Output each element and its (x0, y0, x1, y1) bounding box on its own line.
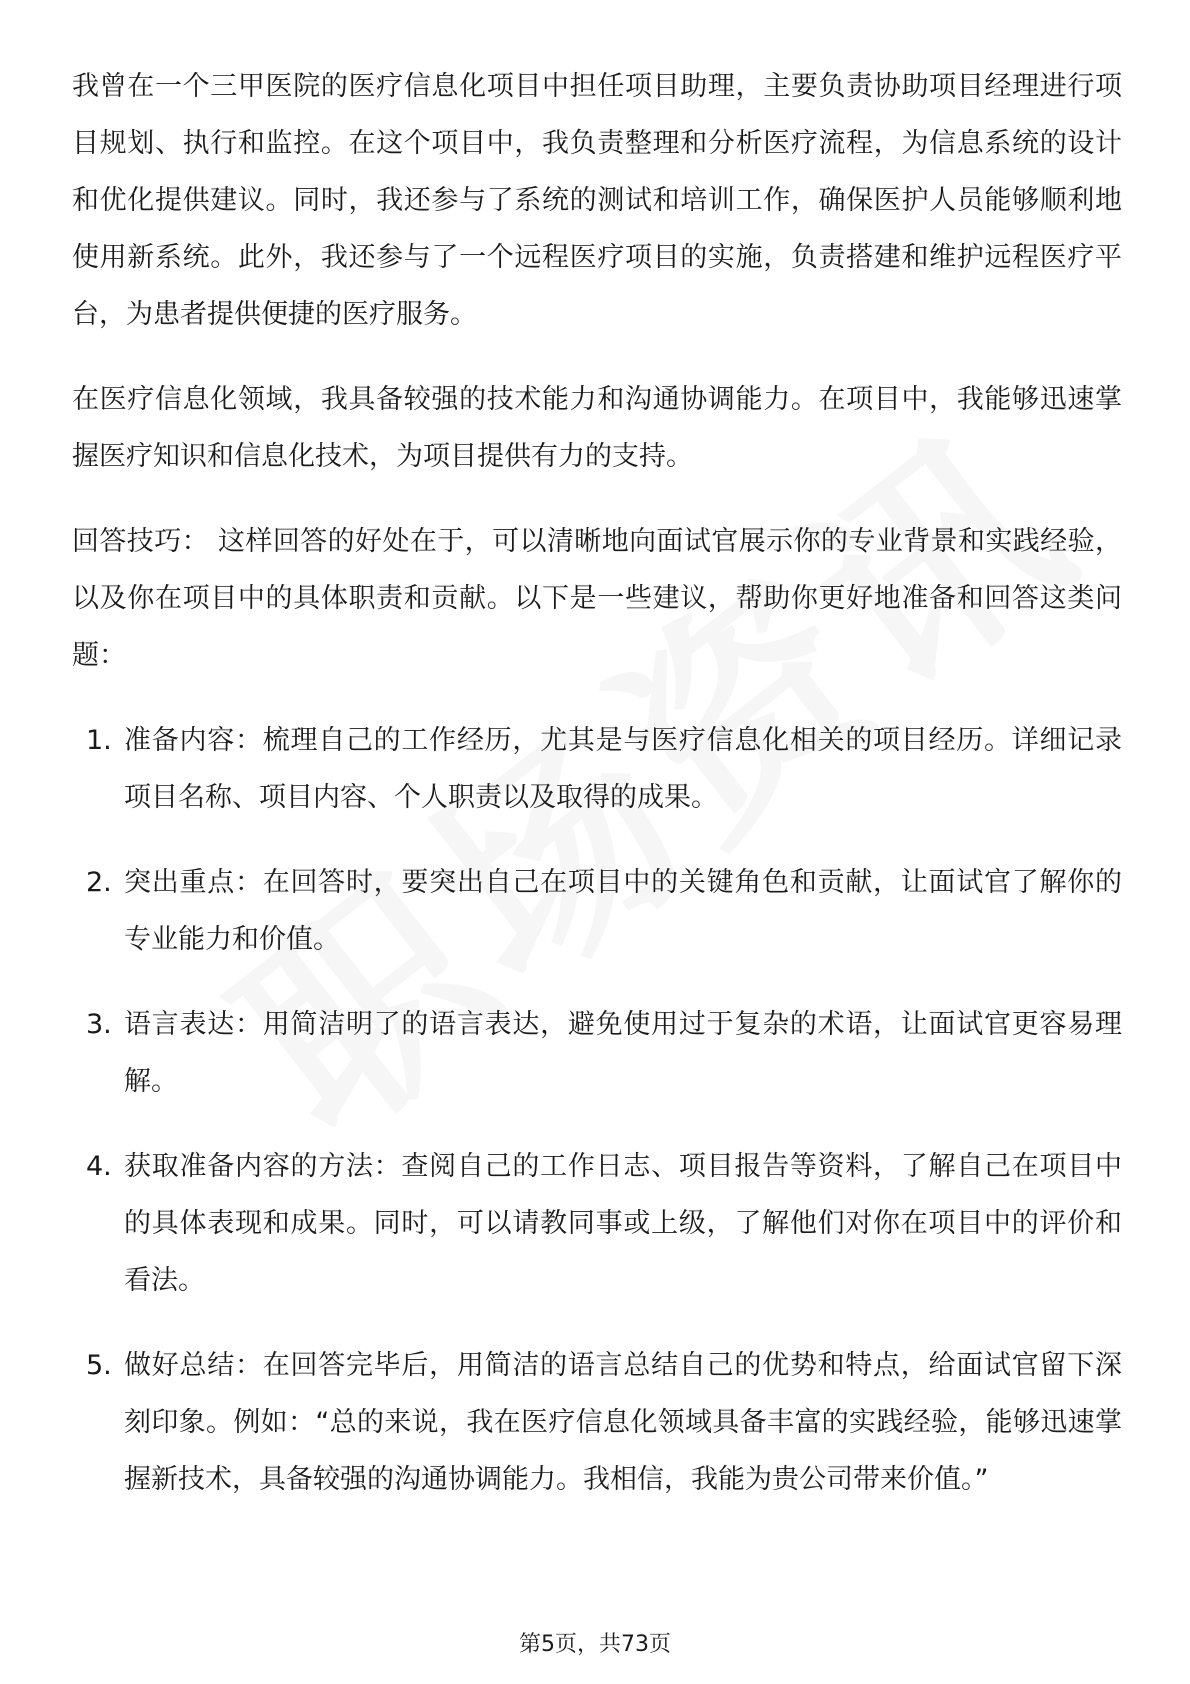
page-footer: 第5页，共73页 (519, 1632, 671, 1657)
list-text: 获取准备内容的方法：查阅自己的工作日志、项目报告等资料，了解自己在项目中的具体表现和成果。同时，可以请教同事或上级，了解他们对你在项目中的评价和看法。 (124, 1151, 1122, 1296)
list-number: 4. (86, 1151, 112, 1182)
list-number: 1. (86, 725, 112, 756)
paragraph-abilities: 在医疗信息化领域，我具备较强的技术能力和沟通协调能力。在项目中，我能够迅速掌握医疗知识和信息化技术，为项目提供有力的支持。 (72, 384, 1122, 472)
list-item (72, 1337, 1122, 1508)
list-text: 准备内容：梳理自己的工作经历，尤其是与医疗信息化相关的项目经历。详细记录项目名称、项目内容、个人职责以及取得的成果。 (124, 725, 1122, 813)
list-text: 语言表达：用简洁明了的语言表达，避免使用过于复杂的术语，让面试官更容易理解。 (124, 1009, 1122, 1097)
list-number: 5. (86, 1350, 112, 1381)
list-text: 突出重点：在回答时，要突出自己在项目中的关键角色和贡献，让面试官了解你的专业能力和价值。 (124, 867, 1122, 955)
list-item (72, 712, 1122, 826)
list-item (72, 996, 1122, 1110)
list-number: 3. (86, 1009, 112, 1040)
document-body (72, 58, 1122, 1536)
paragraph-experience: 我曾在一个三甲医院的医疗信息化项目中担任项目助理，主要负责协助项目经理进行项目规划、执行和监控。在这个项目中，我负责整理和分析医疗流程，为信息系统的设计和优化提供建议。同时，我还参与了系统的测试和培训工作，确保医护人员能够顺利地使用新系统。此外，我还参与了一个远程医疗项目的实施，负责搭建和维护远程医疗平台，为患者提供便捷的医疗服务。 (72, 71, 1122, 330)
list-text: 做好总结：在回答完毕后，用简洁的语言总结自己的优势和特点，给面试官留下深刻印象。例如：“总的来说，我在医疗信息化领域具备丰富的实践经验，能够迅速掌握新技术，具备较强的沟通协调能力。我相信，我能为贵公司带来价值。” (124, 1350, 1122, 1495)
list-item (72, 1138, 1122, 1309)
list-item (72, 854, 1122, 968)
list-number: 2. (86, 867, 112, 898)
paragraph-tips: 回答技巧： 这样回答的好处在于，可以清晰地向面试官展示你的专业背景和实践经验，以及你在项目中的具体职责和贡献。以下是一些建议，帮助你更好地准备和回答这类问题： (72, 526, 1122, 671)
